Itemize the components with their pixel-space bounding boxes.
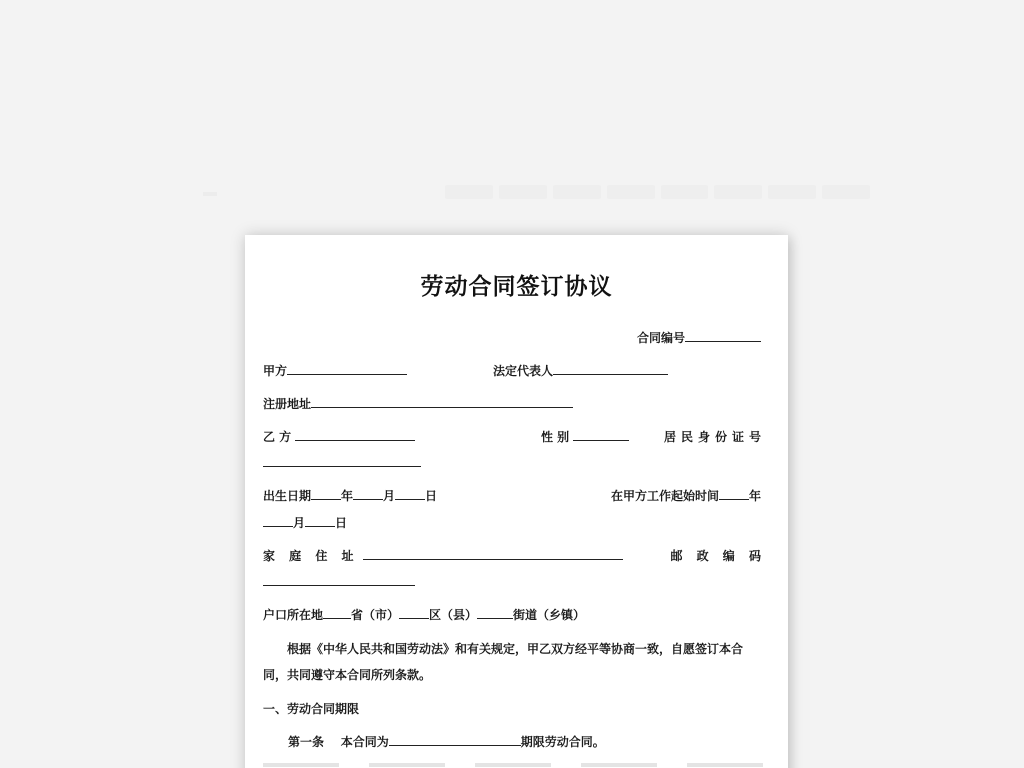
start-work-label: 在甲方工作起始时间 [610, 489, 719, 503]
start-work-field[interactable] [611, 488, 761, 504]
street-town-label: 街道（乡镇） [513, 608, 586, 622]
article-1-prefix: 本合同为 [340, 735, 389, 749]
birth-date-field[interactable] [263, 488, 437, 504]
document-page [245, 235, 788, 768]
hukou-field[interactable] [263, 607, 585, 623]
section-1-heading: 一、劳动合同期限 [263, 702, 360, 716]
gender-label: 性 别 [541, 430, 570, 444]
province-city-label: 省（市） [351, 608, 400, 622]
article-1-suffix: 期限劳动合同。 [520, 735, 605, 749]
party-a-field[interactable] [263, 363, 407, 379]
legal-rep-label: 法定代表人 [493, 364, 554, 378]
postal-code-blank[interactable] [263, 574, 415, 586]
party-a-blank[interactable] [287, 363, 407, 375]
home-address-field[interactable] [263, 548, 623, 564]
party-b-label: 乙 方 [263, 430, 292, 444]
day-label: 日 [335, 516, 348, 530]
home-address-label: 家 庭 住 址 [263, 549, 359, 563]
party-a-label: 甲方 [263, 364, 288, 378]
contract-number-field[interactable] [637, 330, 761, 346]
watermark-mark [203, 192, 217, 196]
day-label: 日 [425, 489, 438, 503]
legal-rep-blank[interactable] [553, 363, 668, 375]
birth-month-blank[interactable] [353, 488, 383, 500]
year-label: 年 [748, 489, 761, 503]
postal-code-blank-row[interactable] [263, 574, 415, 590]
year-label: 年 [341, 489, 354, 503]
district-county-label: 区（县） [429, 608, 478, 622]
hukou-label: 户口所在地 [263, 608, 324, 622]
hukou-district-blank[interactable] [399, 607, 429, 619]
article-1-label: 第一条 [288, 735, 325, 749]
birth-day-blank[interactable] [395, 488, 425, 500]
home-address-blank[interactable] [363, 548, 623, 560]
reg-address-label: 注册地址 [263, 397, 312, 411]
gender-blank[interactable] [573, 429, 629, 441]
article-1[interactable] [288, 734, 605, 750]
month-label: 月 [383, 489, 396, 503]
contract-number-label: 合同编号 [636, 331, 685, 345]
id-number-blank[interactable] [263, 455, 421, 467]
gender-field[interactable] [541, 429, 629, 445]
birth-year-blank[interactable] [311, 488, 341, 500]
start-work-continued[interactable] [263, 515, 347, 531]
start-year-blank[interactable] [719, 488, 749, 500]
hukou-province-blank[interactable] [323, 607, 351, 619]
contract-term-blank[interactable] [389, 734, 521, 746]
contract-number-blank[interactable] [685, 330, 761, 342]
birth-date-label: 出生日期 [263, 489, 312, 503]
start-month-blank[interactable] [263, 515, 293, 527]
cutoff-text-row [263, 763, 763, 768]
reg-address-blank[interactable] [311, 396, 573, 408]
postal-code-label: 邮 政 编 码 [670, 549, 766, 563]
intro-paragraph: 根据《中华人民共和国劳动法》和有关规定，甲乙双方经平等协商一致，自愿签订本合同，共同遵守本合同所列条款。 [263, 642, 744, 682]
legal-rep-field[interactable] [493, 363, 668, 379]
hukou-street-blank[interactable] [477, 607, 513, 619]
document-title: 劳动合同签订协议 [420, 274, 613, 300]
reg-address-field[interactable] [263, 396, 573, 412]
month-label: 月 [293, 516, 306, 530]
watermark-text [445, 182, 870, 202]
party-b-blank[interactable] [295, 429, 415, 441]
start-day-blank[interactable] [305, 515, 335, 527]
id-number-blank-row[interactable] [263, 455, 421, 471]
id-number-label: 居民身份证号 [663, 430, 766, 444]
party-b-field[interactable] [263, 429, 415, 445]
